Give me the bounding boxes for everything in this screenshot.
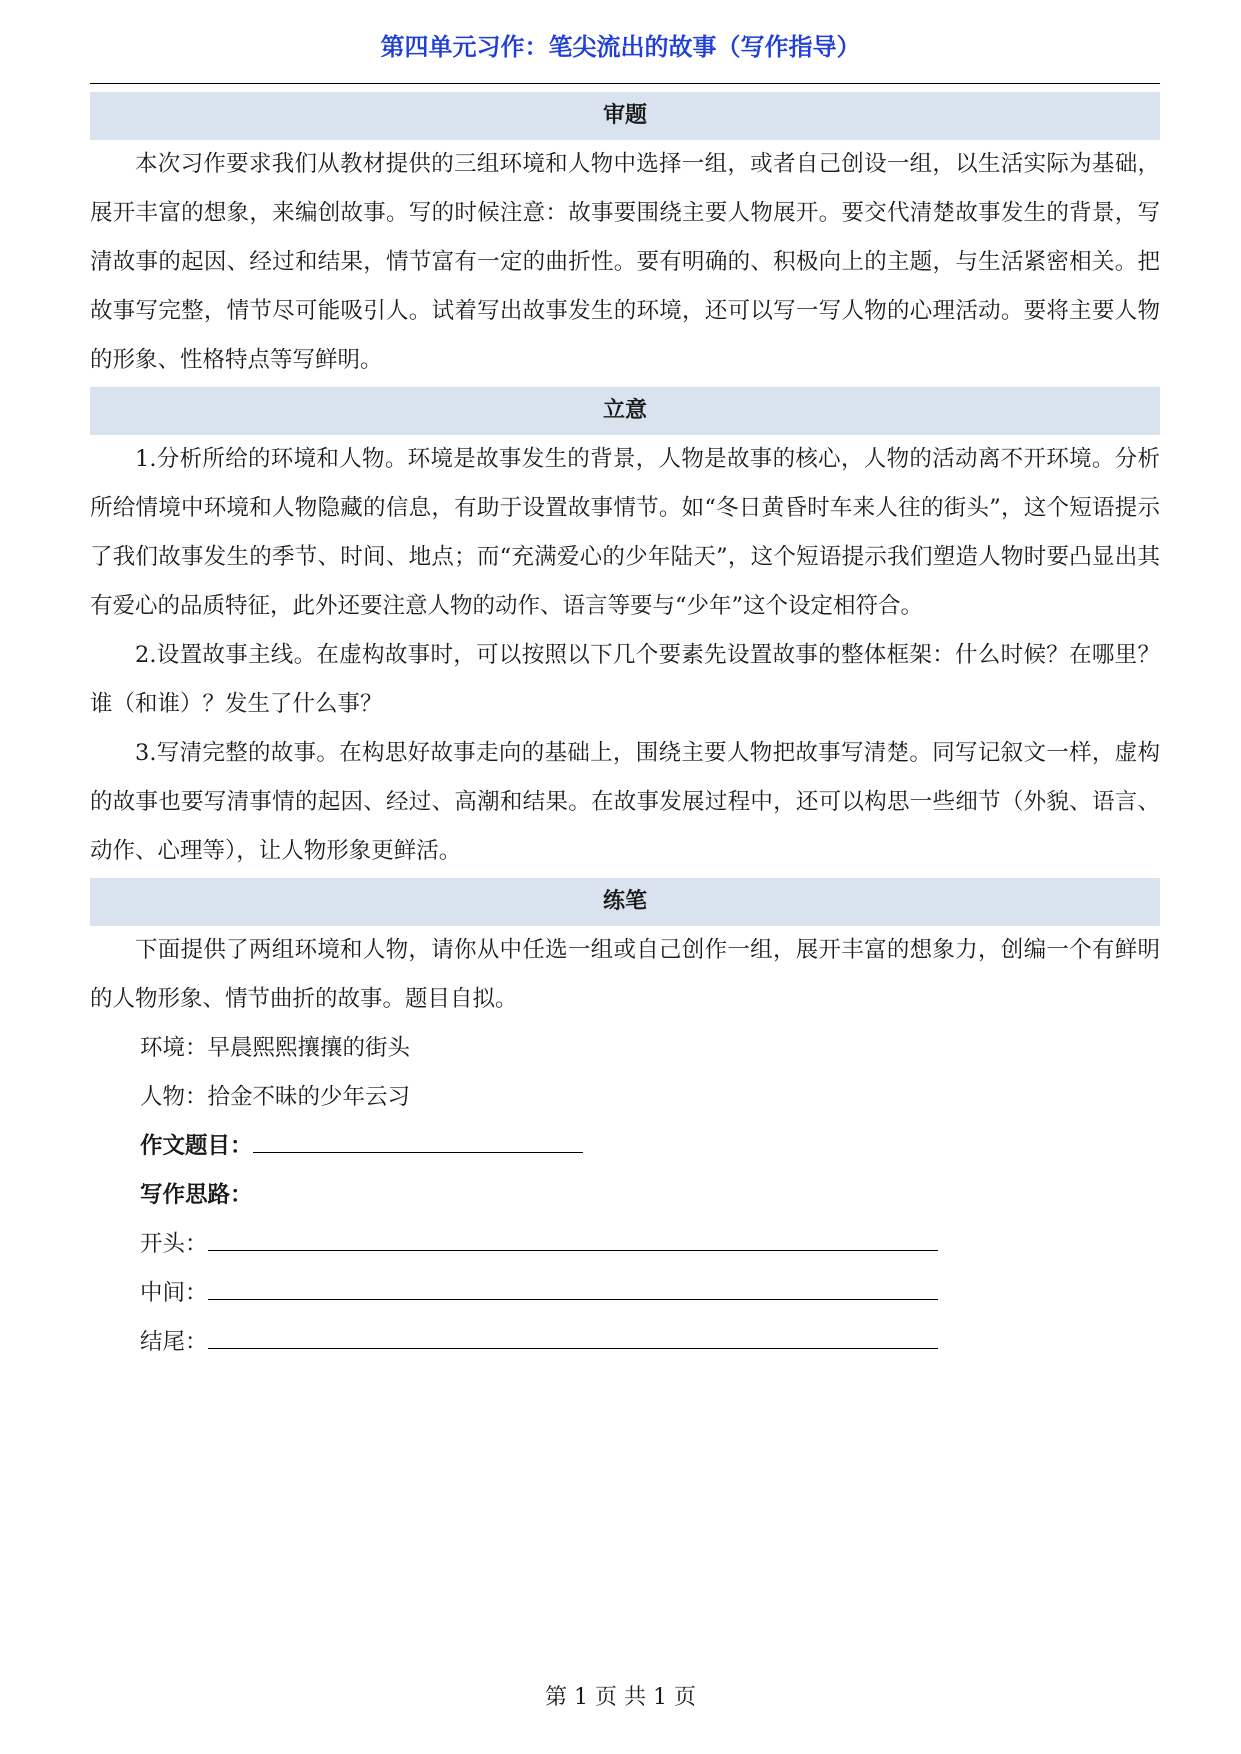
section-heading-shenti: 审题: [90, 92, 1160, 140]
ending-row: [90, 1318, 1160, 1367]
opening-label: 开头：: [140, 1231, 208, 1257]
title-divider: [90, 83, 1160, 84]
liyi-paragraph-2: 2.设置故事主线。在虚构故事时，可以按照以下几个要素先设置故事的整体框架：什么时候？在哪里？谁（和谁）？发生了什么事？: [90, 642, 1160, 717]
document-body: [90, 90, 1160, 1367]
middle-label: 中间：: [140, 1280, 208, 1306]
middle-row: [90, 1269, 1160, 1318]
liyi-paragraph-3: 3.写清完整的故事。在构思好故事走向的基础上，围绕主要人物把故事写清楚。同写记叙文一样，虚构的故事也要写清事情的起因、经过、高潮和结果。在故事发展过程中，还可以构思一些细节（外貌、语言、动作、心理等），让人物形象更鲜活。: [90, 740, 1160, 864]
section-heading-liyi: 立意: [90, 387, 1160, 435]
opening-blank[interactable]: [208, 1220, 938, 1251]
practice-environment: 环境：早晨熙熙攘攘的街头: [140, 1035, 411, 1061]
shenti-paragraph: 本次习作要求我们从教材提供的三组环境和人物中选择一组，或者自己创设一组，以生活实际为基础，展开丰富的想象，来编创故事。写的时候注意：故事要围绕主要人物展开。要交代清楚故事发生的背景，写清故事的起因、经过和结果，情节富有一定的曲折性。要有明确的、积极向上的主题，与生活紧密相关。把故事写完整，情节尽可能吸引人。试着写出故事发生的环境，还可以写一写人物的心理活动。要将主要人物的形象、性格特点等写鲜明。: [90, 151, 1160, 373]
liyi-paragraph-1: 1.分析所给的环境和人物。环境是故事发生的背景，人物是故事的核心，人物的活动离不开环境。分析所给情境中环境和人物隐藏的信息，有助于设置故事情节。如“冬日黄昏时车来人往的街头”，这个短语提示了我们故事发生的季节、时间、地点；而“充满爱心的少年陆天”，这个短语提示我们塑造人物时要凸显出其有爱心的品质特征，此外还要注意人物的动作、语言等要与“少年”这个设定相符合。: [90, 446, 1160, 619]
ending-label: 结尾：: [140, 1329, 208, 1355]
essay-title-label: 作文题目：: [140, 1133, 253, 1159]
page-footer: 第 1 页 共 1 页: [545, 1685, 696, 1710]
practice-character: 人物：拾金不昧的少年云习: [140, 1084, 411, 1110]
lianbi-paragraph: 下面提供了两组环境和人物，请你从中任选一组或自己创作一组，展开丰富的想象力，创编一个有鲜明的人物形象、情节曲折的故事。题目自拟。: [90, 937, 1160, 1012]
essay-title-row: [90, 1122, 1160, 1171]
ending-blank[interactable]: [208, 1318, 938, 1349]
essay-title-blank[interactable]: [253, 1122, 583, 1153]
middle-blank[interactable]: [208, 1269, 938, 1300]
section-heading-lianbi: 练笔: [90, 878, 1160, 926]
page-title: 第四单元习作：笔尖流出的故事（写作指导）: [380, 33, 861, 61]
opening-row: [90, 1220, 1160, 1269]
writing-approach-label: 写作思路：: [140, 1182, 253, 1208]
